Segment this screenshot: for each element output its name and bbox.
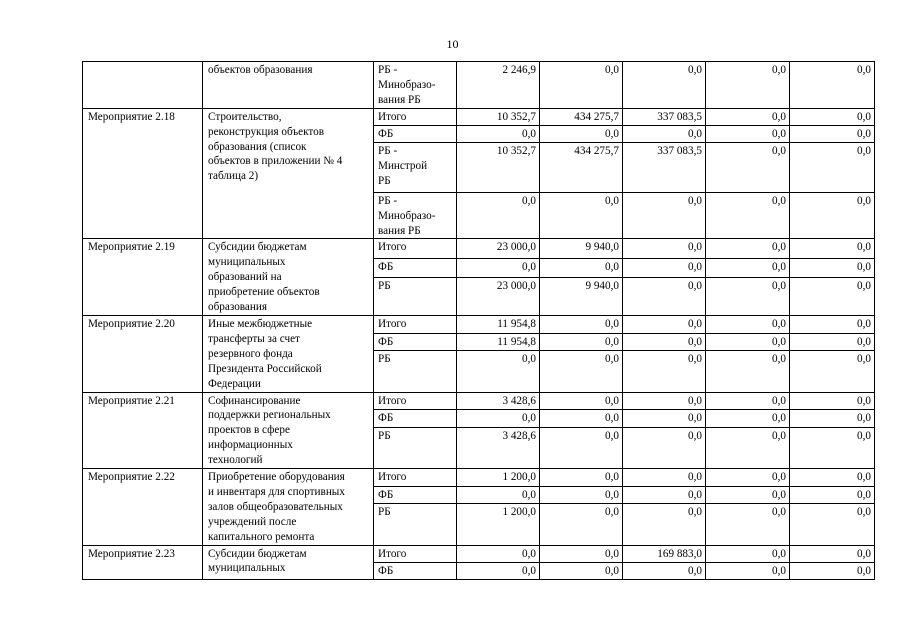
amount-cell-4: 0,0 <box>706 427 790 468</box>
funding-source-cell: Итого <box>374 315 457 333</box>
amount-cell-2: 0,0 <box>540 486 623 504</box>
amount-cell-5: 0,0 <box>790 62 875 109</box>
amount-cell-1: 10 352,7 <box>457 142 540 192</box>
amount-cell-4: 0,0 <box>706 192 790 239</box>
funding-source-cell: РБ <box>374 351 457 392</box>
amount-cell-4: 0,0 <box>706 239 790 258</box>
amount-cell-1: 0,0 <box>457 562 540 579</box>
amount-cell-3: 0,0 <box>623 62 706 109</box>
table-row <box>83 108 875 125</box>
amount-cell-2: 0,0 <box>540 258 623 277</box>
amount-cell-5: 0,0 <box>790 545 875 562</box>
amount-cell-4: 0,0 <box>706 278 790 316</box>
amount-cell-4: 0,0 <box>706 125 790 142</box>
amount-cell-4: 0,0 <box>706 486 790 504</box>
amount-cell-4: 0,0 <box>706 258 790 277</box>
funding-source-cell: РБ <box>374 427 457 468</box>
funding-source-cell: ФБ <box>374 410 457 428</box>
amount-cell-4: 0,0 <box>706 351 790 392</box>
amount-cell-1: 0,0 <box>457 258 540 277</box>
amount-cell-3: 0,0 <box>623 392 706 410</box>
amount-cell-1: 1 200,0 <box>457 469 540 487</box>
funding-source-cell: ФБ <box>374 333 457 351</box>
amount-cell-2: 434 275,7 <box>540 108 623 125</box>
amount-cell-5: 0,0 <box>790 562 875 579</box>
amount-cell-5: 0,0 <box>790 278 875 316</box>
amount-cell-2: 0,0 <box>540 125 623 142</box>
funding-source-cell: ФБ <box>374 562 457 579</box>
amount-cell-5: 0,0 <box>790 125 875 142</box>
amount-cell-1: 0,0 <box>457 486 540 504</box>
amount-cell-4: 0,0 <box>706 108 790 125</box>
amount-cell-5: 0,0 <box>790 333 875 351</box>
amount-cell-3: 0,0 <box>623 333 706 351</box>
amount-cell-1: 3 428,6 <box>457 392 540 410</box>
amount-cell-1: 2 246,9 <box>457 62 540 109</box>
amount-cell-2: 0,0 <box>540 545 623 562</box>
amount-cell-4: 0,0 <box>706 315 790 333</box>
funding-source-cell: Итого <box>374 469 457 487</box>
amount-cell-3: 0,0 <box>623 258 706 277</box>
amount-cell-4: 0,0 <box>706 142 790 192</box>
amount-cell-2: 0,0 <box>540 315 623 333</box>
amount-cell-5: 0,0 <box>790 410 875 428</box>
table-row <box>83 62 875 109</box>
amount-cell-1: 3 428,6 <box>457 427 540 468</box>
event-name-cell: Мероприятие 2.22 <box>83 469 203 546</box>
amount-cell-3: 0,0 <box>623 315 706 333</box>
amount-cell-4: 0,0 <box>706 504 790 545</box>
funding-source-cell: ФБ <box>374 258 457 277</box>
amount-cell-3: 0,0 <box>623 125 706 142</box>
amount-cell-3: 0,0 <box>623 351 706 392</box>
amount-cell-5: 0,0 <box>790 392 875 410</box>
amount-cell-4: 0,0 <box>706 562 790 579</box>
amount-cell-2: 0,0 <box>540 504 623 545</box>
funding-source-cell: ФБ <box>374 486 457 504</box>
amount-cell-1: 0,0 <box>457 545 540 562</box>
amount-cell-2: 0,0 <box>540 410 623 428</box>
event-description-cell: Строительство, реконструкция объектов образования (список объектов в приложении № 4 таблица 2) <box>203 108 374 239</box>
amount-cell-3: 0,0 <box>623 239 706 258</box>
amount-cell-1: 11 954,8 <box>457 333 540 351</box>
event-name-cell: Мероприятие 2.19 <box>83 239 203 316</box>
amount-cell-5: 0,0 <box>790 239 875 258</box>
amount-cell-4: 0,0 <box>706 62 790 109</box>
amount-cell-5: 0,0 <box>790 192 875 239</box>
amount-cell-5: 0,0 <box>790 351 875 392</box>
amount-cell-2: 434 275,7 <box>540 142 623 192</box>
amount-cell-2: 9 940,0 <box>540 278 623 316</box>
amount-cell-1: 23 000,0 <box>457 278 540 316</box>
amount-cell-5: 0,0 <box>790 504 875 545</box>
amount-cell-4: 0,0 <box>706 392 790 410</box>
amount-cell-1: 0,0 <box>457 351 540 392</box>
amount-cell-2: 9 940,0 <box>540 239 623 258</box>
event-description-cell: Иные межбюджетные трансферты за счет резервного фонда Президента Российской Федерации <box>203 315 374 392</box>
event-description-cell: Субсидии бюджетам муниципальных образований на приобретение объектов образования <box>203 239 374 316</box>
amount-cell-3: 0,0 <box>623 486 706 504</box>
funding-source-cell: Итого <box>374 108 457 125</box>
amount-cell-3: 0,0 <box>623 427 706 468</box>
funding-source-cell: РБ <box>374 278 457 316</box>
amount-cell-2: 0,0 <box>540 192 623 239</box>
table-row <box>83 545 875 562</box>
amount-cell-5: 0,0 <box>790 142 875 192</box>
amount-cell-3: 169 883,0 <box>623 545 706 562</box>
amount-cell-1: 0,0 <box>457 192 540 239</box>
amount-cell-3: 0,0 <box>623 504 706 545</box>
funding-source-cell: Итого <box>374 545 457 562</box>
amount-cell-3: 0,0 <box>623 469 706 487</box>
funding-source-cell: Итого <box>374 239 457 258</box>
amount-cell-2: 0,0 <box>540 392 623 410</box>
event-description-cell: объектов образования <box>203 62 374 109</box>
amount-cell-3: 0,0 <box>623 410 706 428</box>
amount-cell-1: 10 352,7 <box>457 108 540 125</box>
event-name-cell <box>83 62 203 109</box>
amount-cell-2: 0,0 <box>540 427 623 468</box>
funding-source-cell: РБ - Минобразо- вания РБ <box>374 62 457 109</box>
amount-cell-2: 0,0 <box>540 351 623 392</box>
table-row <box>83 315 875 333</box>
amount-cell-3: 337 083,5 <box>623 108 706 125</box>
amount-cell-5: 0,0 <box>790 315 875 333</box>
page-number: 10 <box>446 37 459 51</box>
amount-cell-2: 0,0 <box>540 62 623 109</box>
funding-source-cell: РБ - Минстрой РБ <box>374 142 457 192</box>
event-name-cell: Мероприятие 2.23 <box>83 545 203 579</box>
amount-cell-1: 0,0 <box>457 125 540 142</box>
amount-cell-3: 0,0 <box>623 278 706 316</box>
event-name-cell: Мероприятие 2.20 <box>83 315 203 392</box>
event-description-cell: Софинансирование поддержки региональных проектов в сфере информационных технологий <box>203 392 374 469</box>
amount-cell-3: 337 083,5 <box>623 142 706 192</box>
amount-cell-5: 0,0 <box>790 108 875 125</box>
funding-source-cell: РБ <box>374 504 457 545</box>
amount-cell-1: 1 200,0 <box>457 504 540 545</box>
amount-cell-2: 0,0 <box>540 562 623 579</box>
table-row <box>83 469 875 487</box>
event-description-cell: Приобретение оборудования и инвентаря для спортивных залов общеобразовательных учреждений после капитального ремонта <box>203 469 374 546</box>
event-description-cell: Субсидии бюджетам муниципальных <box>203 545 374 579</box>
funding-source-cell: РБ - Минобразо- вания РБ <box>374 192 457 239</box>
budget-table <box>82 61 875 580</box>
amount-cell-1: 0,0 <box>457 410 540 428</box>
table-row <box>83 239 875 258</box>
amount-cell-4: 0,0 <box>706 333 790 351</box>
amount-cell-3: 0,0 <box>623 562 706 579</box>
amount-cell-4: 0,0 <box>706 469 790 487</box>
funding-source-cell: Итого <box>374 392 457 410</box>
amount-cell-5: 0,0 <box>790 258 875 277</box>
amount-cell-1: 11 954,8 <box>457 315 540 333</box>
amount-cell-5: 0,0 <box>790 427 875 468</box>
amount-cell-2: 0,0 <box>540 333 623 351</box>
amount-cell-5: 0,0 <box>790 469 875 487</box>
amount-cell-3: 0,0 <box>623 192 706 239</box>
table-row <box>83 392 875 410</box>
event-name-cell: Мероприятие 2.21 <box>83 392 203 469</box>
amount-cell-5: 0,0 <box>790 486 875 504</box>
amount-cell-1: 23 000,0 <box>457 239 540 258</box>
amount-cell-4: 0,0 <box>706 545 790 562</box>
amount-cell-2: 0,0 <box>540 469 623 487</box>
amount-cell-4: 0,0 <box>706 410 790 428</box>
event-name-cell: Мероприятие 2.18 <box>83 108 203 239</box>
table-body <box>83 62 875 580</box>
funding-source-cell: ФБ <box>374 125 457 142</box>
